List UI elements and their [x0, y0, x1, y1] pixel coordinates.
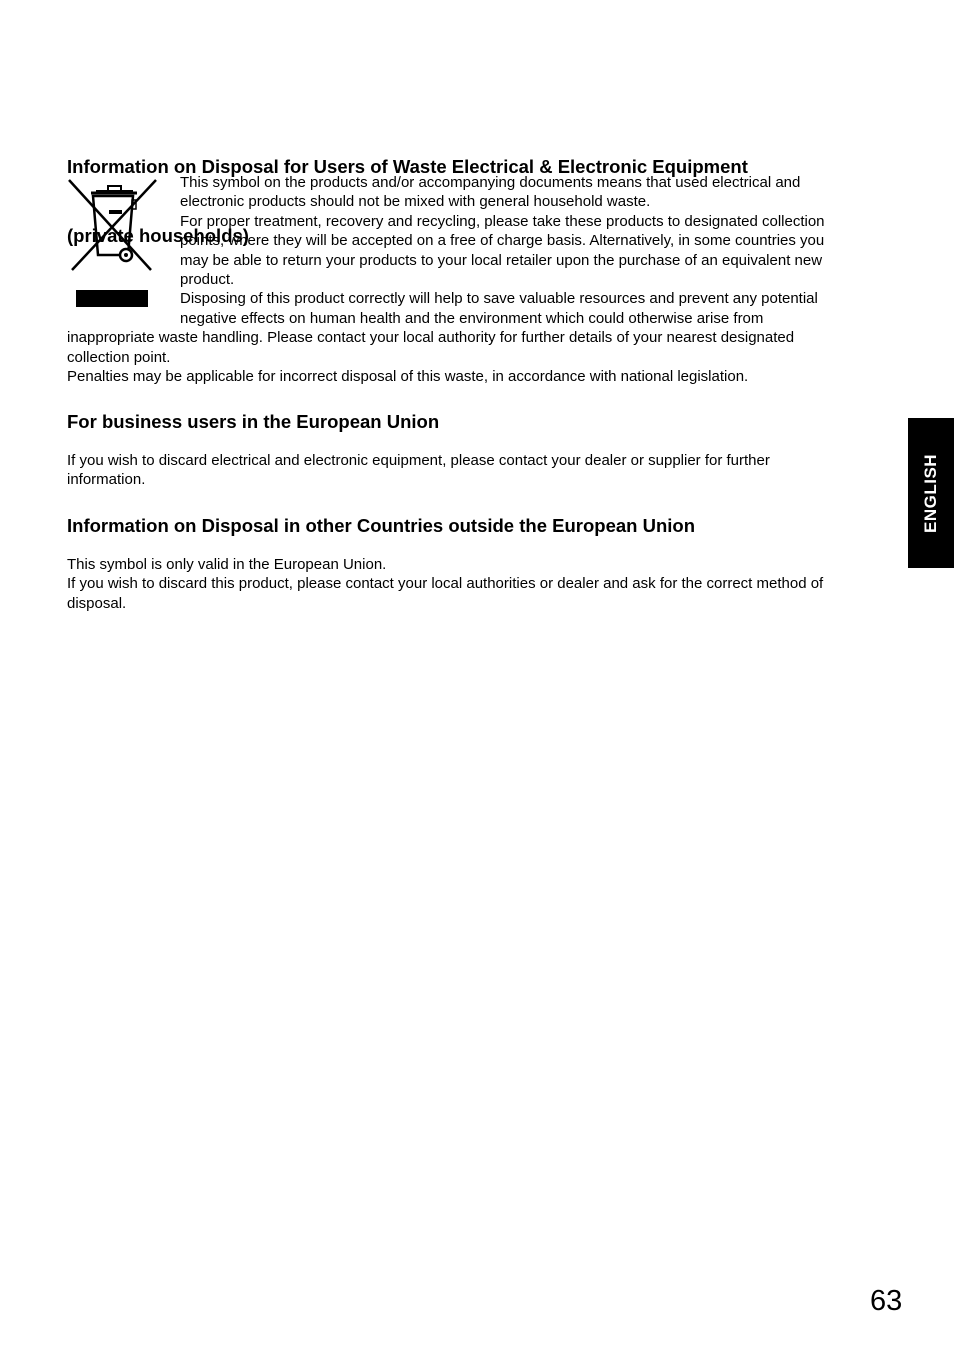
- text-line: If you wish to discard this product, please contact your local authorities or dealer and ask for the correct method of: [67, 575, 824, 593]
- business-users-text: [67, 451, 770, 490]
- heading-line: (private households): [67, 225, 249, 246]
- text-line: negative effects on human health and the environment which could otherwise arise from: [180, 309, 764, 327]
- heading-line: Information on Disposal for Users of Waste Electrical & Electronic Equipment: [67, 156, 748, 177]
- text-line: For proper treatment, recovery and recycling, please take these products to designated collection: [180, 212, 825, 230]
- text-line: Disposing of this product correctly will help to save valuable resources and prevent any potential: [180, 290, 818, 308]
- outside-eu-text: [67, 555, 823, 613]
- section-heading-business-users: For business users in the European Union: [67, 411, 440, 432]
- text-line: points, where they will be accepted on a free of charge basis. Alternatively, in some countries you: [180, 232, 825, 250]
- text-line: information.: [67, 471, 146, 489]
- text-line: If you wish to discard electrical and electronic equipment, please contact your dealer or supplier for further: [67, 452, 770, 469]
- text-line: product.: [180, 271, 235, 289]
- text-line: disposal.: [67, 594, 127, 612]
- text-line: This symbol is only valid in the European Union.: [67, 556, 387, 573]
- text-line: Penalties may be applicable for incorrect disposal of this waste, in accordance with national legislation.: [67, 368, 749, 386]
- section-heading-outside-eu: Information on Disposal in other Countries outside the European Union: [67, 515, 695, 536]
- text-line: may be able to return your products to your local retailer upon the purchase of an equivalent new: [180, 251, 823, 269]
- household-disposal-text: [67, 173, 825, 386]
- text-line: inappropriate waste handling. Please contact your local authority for further details of your nearest designated: [67, 329, 795, 347]
- language-tab-label: ENGLISH: [921, 453, 940, 533]
- language-tab: [908, 418, 954, 568]
- text-line: This symbol on the products and/or accompanying documents means that used electrical and: [180, 174, 801, 191]
- text-line: electronic products should not be mixed with general household waste.: [180, 193, 651, 211]
- page-number: 63: [870, 1285, 903, 1317]
- text-line: collection point.: [67, 348, 171, 366]
